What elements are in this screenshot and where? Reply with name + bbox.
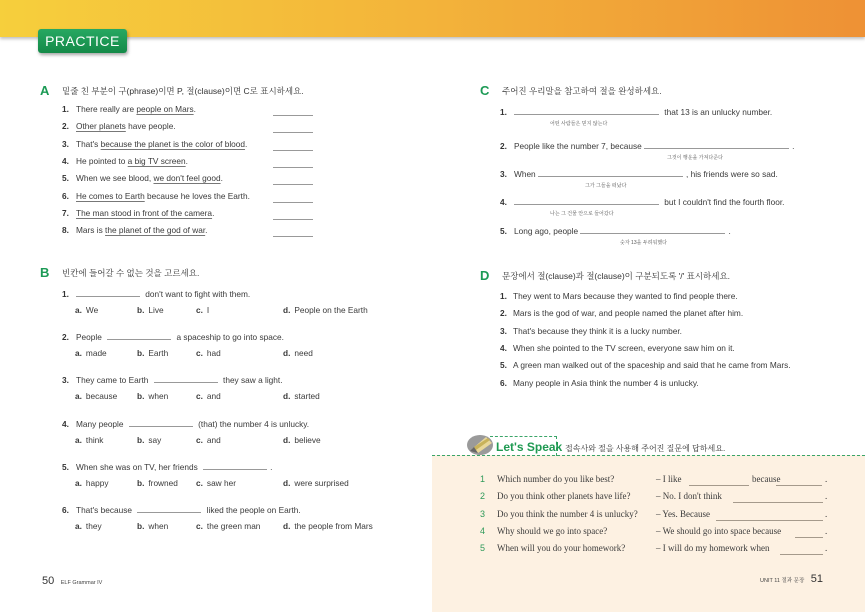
text: He pointed to bbox=[76, 155, 128, 166]
item-number: 2. bbox=[62, 121, 69, 132]
option[interactable] bbox=[196, 391, 221, 401]
option-text: because bbox=[85, 391, 118, 402]
list-item bbox=[62, 208, 214, 218]
korean-hint: 숫자 13을 두려워했다 bbox=[620, 240, 667, 246]
option-letter: a. bbox=[75, 305, 82, 315]
answer-blank[interactable] bbox=[689, 485, 749, 486]
option-text: and bbox=[206, 434, 221, 445]
question bbox=[62, 288, 250, 299]
question: Do you think other planets have life? bbox=[497, 491, 631, 502]
option-letter: d. bbox=[283, 391, 291, 402]
option-text: made bbox=[85, 348, 107, 359]
list-item bbox=[62, 173, 223, 183]
text: There really are bbox=[76, 104, 137, 114]
text: That's bbox=[76, 138, 101, 149]
item-number: 1. bbox=[62, 289, 69, 299]
section-a-header bbox=[40, 83, 304, 98]
sentence: That's because they think it is a lucky number. bbox=[513, 325, 682, 336]
answer-blank[interactable] bbox=[514, 196, 659, 205]
section-letter: D bbox=[480, 268, 490, 283]
option-letter: d. bbox=[283, 477, 291, 488]
option-text: the green man bbox=[206, 521, 261, 531]
korean-hint: 그가 그들을 떠났다 bbox=[585, 183, 627, 189]
question bbox=[62, 504, 301, 515]
item-number: 3. bbox=[500, 169, 507, 179]
footer-left bbox=[42, 575, 102, 587]
section-instruction: 주어진 우리말을 참고하여 절을 완성하세요. bbox=[502, 85, 662, 96]
option[interactable] bbox=[196, 478, 236, 488]
item-number: 2. bbox=[500, 308, 507, 319]
option[interactable] bbox=[137, 478, 178, 488]
sentence: They went to Mars because they wanted to find people there. bbox=[513, 291, 738, 301]
sentence: When she pointed to the TV screen, everyone saw him on it. bbox=[513, 342, 735, 353]
list-item bbox=[62, 156, 188, 166]
option[interactable] bbox=[196, 435, 221, 445]
answer-blank[interactable] bbox=[273, 184, 313, 185]
answer-prompt: – I will do my homework when bbox=[656, 543, 770, 554]
option[interactable] bbox=[75, 521, 102, 531]
item-number: 1. bbox=[500, 291, 507, 301]
text: They came to Earth bbox=[76, 375, 151, 386]
option-text: and bbox=[206, 391, 221, 402]
section-instruction: 빈칸에 들어갈 수 없는 것을 고르세요. bbox=[62, 267, 200, 278]
answer-blank[interactable] bbox=[795, 537, 823, 538]
option[interactable] bbox=[283, 521, 373, 531]
answer-blank[interactable] bbox=[776, 485, 822, 486]
text: a spaceship to go into space. bbox=[174, 332, 284, 343]
item-number: 6. bbox=[500, 377, 507, 388]
option-text: saw her bbox=[206, 477, 236, 488]
question bbox=[500, 140, 794, 151]
text: . bbox=[728, 226, 731, 236]
option-text: believe bbox=[294, 434, 321, 445]
option-text: when bbox=[148, 391, 169, 402]
option-letter: c. bbox=[196, 391, 203, 402]
answer-blank[interactable] bbox=[154, 374, 218, 383]
option[interactable] bbox=[196, 521, 260, 531]
answer-blank[interactable] bbox=[514, 106, 659, 115]
list-item bbox=[500, 360, 791, 370]
top-banner bbox=[0, 0, 865, 37]
question: Do you think the number 4 is unlucky? bbox=[497, 508, 638, 519]
page-number: 50 bbox=[42, 575, 55, 587]
option[interactable] bbox=[137, 521, 168, 531]
question bbox=[500, 196, 784, 207]
sentence: Many people in Asia think the number 4 is unlucky. bbox=[513, 377, 699, 388]
list-item bbox=[500, 291, 738, 301]
item-number: 1. bbox=[500, 107, 507, 117]
option-text: We bbox=[85, 305, 99, 315]
korean-hint: 그것이 행운을 가져다준다 bbox=[667, 155, 723, 161]
answer-prompt: – No. I don't think bbox=[656, 491, 722, 502]
text: That's because bbox=[76, 505, 135, 515]
question: Which number do you like best? bbox=[497, 474, 615, 484]
underlined-text: we don't feel good bbox=[153, 173, 221, 184]
underlined-text: a big TV screen bbox=[127, 155, 186, 166]
section-letter: B bbox=[40, 265, 50, 280]
sentence: A green man walked out of the spaceship and said that he came from Mars. bbox=[513, 360, 791, 371]
answer-blank[interactable] bbox=[733, 502, 823, 503]
text: Mars is bbox=[76, 225, 106, 236]
text: don't want to fight with them. bbox=[143, 289, 251, 299]
option-letter: d. bbox=[283, 348, 291, 359]
text: Many people bbox=[76, 418, 126, 429]
text: but I couldn't find the fourth floor. bbox=[662, 197, 785, 207]
list-item bbox=[62, 225, 207, 235]
option-letter: a. bbox=[75, 434, 82, 445]
answer-prompt: – We should go into space because bbox=[656, 525, 782, 536]
answer-blank[interactable] bbox=[273, 150, 313, 151]
question bbox=[62, 418, 309, 429]
option-text: say bbox=[148, 434, 162, 445]
answer-blank[interactable] bbox=[129, 418, 193, 427]
item-number: 3 bbox=[480, 508, 486, 519]
text: When bbox=[514, 169, 538, 179]
korean-hint: 어떤 사람들은 믿지 않는다 bbox=[550, 121, 608, 127]
book-title: ELF Grammar IV bbox=[60, 580, 103, 586]
option-letter: b. bbox=[137, 305, 145, 315]
item-number: 4. bbox=[500, 197, 507, 207]
option-text: I bbox=[206, 305, 210, 315]
item-number: 1. bbox=[62, 104, 69, 114]
lets-speak-title: Let's Speak bbox=[496, 440, 563, 454]
unit-title: UNIT 11 절과 문장 bbox=[760, 578, 805, 584]
item-number: 8. bbox=[62, 225, 69, 236]
option-letter: b. bbox=[137, 477, 145, 488]
list-item bbox=[62, 139, 247, 149]
option[interactable] bbox=[75, 391, 117, 401]
answer-blank[interactable] bbox=[203, 461, 267, 470]
list-item bbox=[62, 121, 176, 131]
option-text: when bbox=[148, 521, 169, 531]
item-number: 4 bbox=[480, 525, 486, 536]
item-number: 5. bbox=[62, 461, 69, 472]
option-text: had bbox=[206, 348, 221, 359]
option[interactable] bbox=[75, 305, 98, 315]
item-number: 4. bbox=[62, 418, 69, 429]
underlined-text: because the planet is the color of blood bbox=[100, 138, 246, 149]
item-number: 7. bbox=[62, 207, 69, 218]
item-number: 2 bbox=[480, 491, 486, 502]
text: they saw a light. bbox=[220, 375, 283, 386]
section-d-header bbox=[480, 268, 730, 283]
option-letter: c. bbox=[196, 348, 203, 359]
item-number: 4. bbox=[62, 155, 69, 166]
underlined-text: Other planets bbox=[76, 121, 126, 132]
period: . bbox=[825, 491, 828, 502]
answer-blank[interactable] bbox=[273, 115, 313, 116]
section-b-header bbox=[40, 265, 199, 280]
answer-prompt: because bbox=[752, 474, 781, 484]
page-number: 51 bbox=[810, 573, 824, 585]
answer-blank[interactable] bbox=[273, 167, 313, 168]
text: People like the number 7, because bbox=[514, 141, 645, 151]
option[interactable] bbox=[137, 305, 164, 315]
item-number: 6. bbox=[62, 505, 69, 515]
item-number: 3. bbox=[62, 375, 69, 386]
item-number: 5 bbox=[480, 543, 486, 554]
answer-blank[interactable] bbox=[273, 132, 313, 133]
option-letter: c. bbox=[196, 521, 203, 531]
option[interactable] bbox=[137, 435, 161, 445]
text: . bbox=[205, 225, 208, 236]
period: . bbox=[825, 474, 828, 484]
option[interactable] bbox=[283, 305, 368, 315]
section-letter: A bbox=[40, 83, 50, 98]
option-letter: b. bbox=[137, 348, 145, 359]
option-letter: b. bbox=[137, 391, 145, 402]
list-item bbox=[62, 191, 250, 201]
option-text: the people from Mars bbox=[294, 521, 373, 531]
option-text: were surprised bbox=[294, 477, 349, 488]
option-text: need bbox=[294, 348, 313, 359]
question bbox=[500, 225, 731, 236]
korean-hint: 나는 그 건물 안으로 들어갔다 bbox=[550, 211, 614, 217]
section-instruction: 문장에서 절(clause)과 절(clause)이 구분되도록 '/' 표시하세요. bbox=[502, 270, 731, 281]
list-item bbox=[500, 343, 735, 353]
option-letter: d. bbox=[283, 521, 291, 531]
option-letter: c. bbox=[196, 305, 203, 315]
text: . bbox=[792, 141, 795, 151]
text: Long ago, people bbox=[514, 226, 581, 236]
item-number: 1 bbox=[480, 474, 486, 484]
answer-prompt: – Yes. Because bbox=[656, 508, 710, 519]
option[interactable] bbox=[137, 348, 168, 358]
list-item bbox=[500, 378, 699, 388]
text: (that) the number 4 is unlucky. bbox=[195, 418, 310, 429]
option-letter: b. bbox=[137, 521, 145, 531]
option-text: People on the Earth bbox=[294, 305, 368, 315]
question: When will you do your homework? bbox=[497, 543, 626, 554]
option-letter: a. bbox=[75, 348, 82, 359]
text: , his friends were so sad. bbox=[685, 169, 778, 179]
option[interactable] bbox=[283, 478, 349, 488]
text: because he loves the Earth. bbox=[144, 190, 250, 201]
option-letter: c. bbox=[196, 477, 203, 488]
list-item bbox=[62, 104, 196, 114]
answer-blank[interactable] bbox=[107, 331, 171, 340]
question bbox=[62, 374, 283, 385]
list-item bbox=[500, 326, 682, 336]
answer-blank[interactable] bbox=[716, 520, 823, 521]
answer-blank[interactable] bbox=[780, 554, 823, 555]
item-number: 3. bbox=[62, 138, 69, 149]
text: . bbox=[185, 155, 188, 166]
section-instruction: 밑줄 친 부분이 구(phrase)이면 P, 절(clause)이면 C로 표시하세요. bbox=[62, 85, 304, 96]
item-number: 2. bbox=[500, 141, 507, 151]
underlined-text: the planet of the god of war bbox=[105, 225, 206, 236]
item-number: 3. bbox=[500, 325, 507, 336]
text: liked the people on Earth. bbox=[204, 505, 301, 515]
option[interactable] bbox=[75, 435, 103, 445]
item-number: 5. bbox=[62, 173, 69, 184]
option-letter: a. bbox=[75, 477, 82, 488]
option-letter: c. bbox=[196, 434, 203, 445]
text: When she was on TV, her friends bbox=[76, 461, 201, 472]
question bbox=[62, 331, 284, 342]
text: When we see blood, bbox=[76, 173, 154, 184]
text: . bbox=[193, 104, 196, 114]
text: . bbox=[270, 461, 273, 472]
period: . bbox=[825, 543, 828, 554]
item-number: 5. bbox=[500, 226, 507, 236]
question bbox=[500, 168, 778, 179]
answer-blank[interactable] bbox=[273, 219, 313, 220]
question bbox=[62, 461, 272, 472]
option-text: started bbox=[294, 391, 320, 402]
option-text: they bbox=[85, 521, 102, 531]
option[interactable] bbox=[196, 348, 221, 358]
answer-blank[interactable] bbox=[273, 236, 313, 237]
text: that 13 is an unlucky number. bbox=[662, 107, 773, 117]
answer-blank[interactable] bbox=[580, 225, 725, 234]
option-text: Earth bbox=[148, 348, 169, 359]
item-number: 6. bbox=[62, 190, 69, 201]
item-number: 4. bbox=[500, 342, 507, 353]
answer-blank[interactable] bbox=[644, 140, 789, 149]
item-number: 5. bbox=[500, 360, 507, 371]
section-letter: C bbox=[480, 83, 490, 98]
option[interactable] bbox=[283, 391, 320, 401]
sentence: Mars is the god of war, and people named the planet after him. bbox=[513, 308, 744, 319]
text: . bbox=[212, 207, 215, 218]
list-item bbox=[500, 308, 743, 318]
underlined-text: The man stood in front of the camera bbox=[76, 207, 213, 218]
period: . bbox=[825, 525, 828, 536]
option-text: happy bbox=[85, 477, 109, 488]
option[interactable] bbox=[75, 348, 107, 358]
item-number: 2. bbox=[62, 332, 69, 343]
option[interactable] bbox=[75, 478, 109, 488]
option-text: Live bbox=[148, 305, 164, 315]
lets-speak-instruction: 접속사와 절을 사용해 주어진 질문에 답하세요. bbox=[565, 444, 726, 453]
option-letter: a. bbox=[75, 521, 82, 531]
pencil-icon bbox=[466, 431, 496, 457]
text: People bbox=[76, 332, 105, 343]
option[interactable] bbox=[196, 305, 209, 315]
footer-right bbox=[760, 573, 823, 585]
option[interactable] bbox=[137, 391, 168, 401]
section-c-header bbox=[480, 83, 662, 98]
answer-blank[interactable] bbox=[538, 168, 683, 177]
answer-prompt: – I like bbox=[656, 474, 682, 484]
question: Why should we go into space? bbox=[497, 525, 608, 536]
option-letter: a. bbox=[75, 391, 82, 402]
text: . bbox=[220, 173, 223, 184]
answer-blank[interactable] bbox=[137, 504, 201, 513]
underlined-text: people on Mars bbox=[136, 104, 194, 114]
answer-blank[interactable] bbox=[273, 202, 313, 203]
option-text: frowned bbox=[148, 477, 178, 488]
underlined-text: He comes to Earth bbox=[76, 190, 145, 201]
text: have people. bbox=[125, 121, 176, 132]
period: . bbox=[825, 508, 828, 519]
option-letter: d. bbox=[283, 305, 291, 315]
practice-badge: PRACTICE bbox=[38, 29, 127, 53]
answer-blank[interactable] bbox=[76, 288, 140, 297]
option-text: think bbox=[85, 434, 104, 445]
option[interactable] bbox=[283, 435, 321, 445]
option[interactable] bbox=[283, 348, 313, 358]
question bbox=[500, 106, 772, 117]
text: . bbox=[245, 138, 248, 149]
option-letter: b. bbox=[137, 434, 145, 445]
option-letter: d. bbox=[283, 434, 291, 445]
